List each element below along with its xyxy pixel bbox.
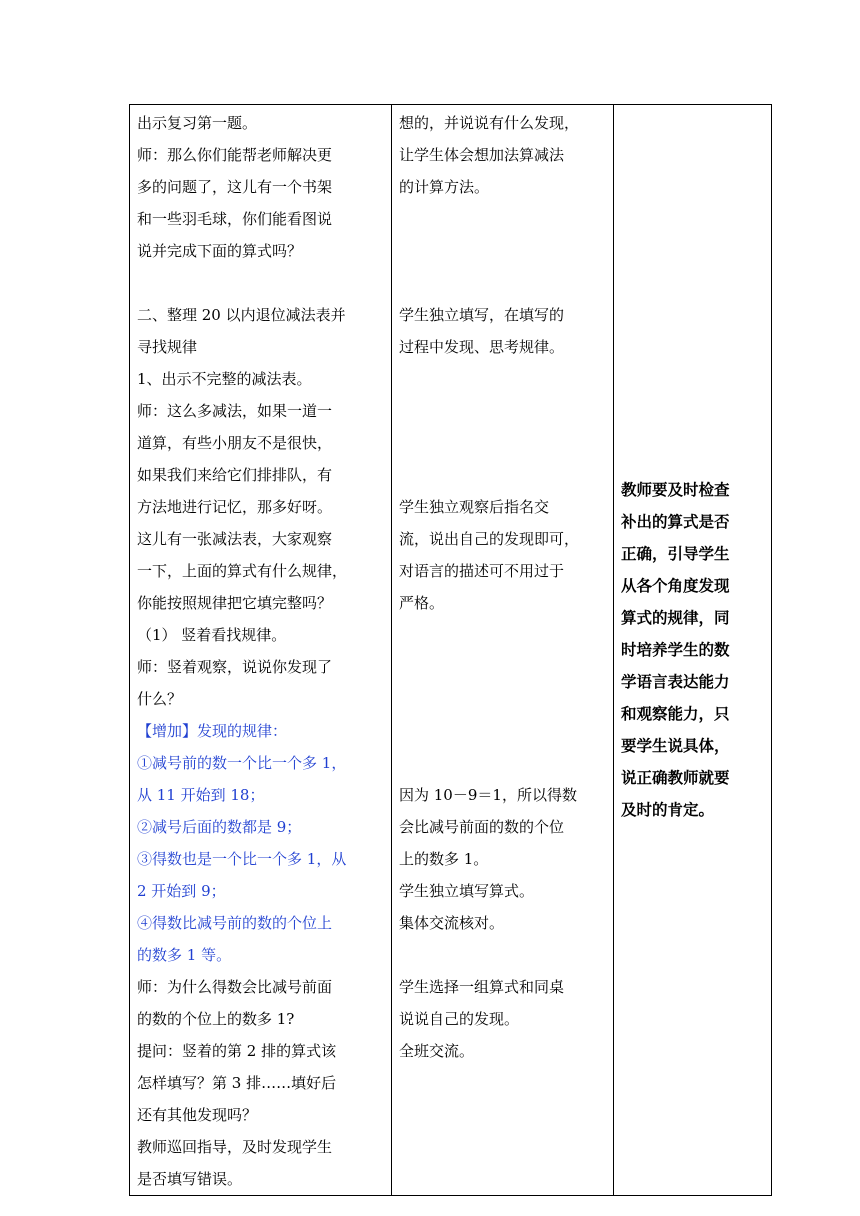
text-line: 方法地进行记忆，那多好呀。	[137, 498, 333, 516]
text-line: 多的问题了，这儿有一个书架	[137, 178, 333, 196]
text-line: 说并完成下面的算式吗？	[137, 242, 303, 260]
section-heading: 寻找规律	[137, 338, 198, 356]
note-line: 从各个角度发现	[621, 577, 730, 595]
add-tag: 【增加】	[137, 722, 198, 740]
text-line: 想的，并说说有什么发现，	[399, 114, 580, 132]
rule-line: 从 11 开始到 18；	[137, 786, 265, 804]
text-line: 学生独立观察后指名交	[399, 498, 550, 516]
note-line: 学语言表达能力	[621, 673, 730, 691]
text-line: 集体交流核对。	[399, 914, 505, 932]
text-line: 一下，上面的算式有什么规律，	[137, 562, 348, 580]
text-line: 师：那么你们能帮老师解决更	[137, 146, 333, 164]
text-line: 师：竖着观察，说说你发现了	[137, 658, 333, 676]
text-line: 过程中发现、思考规律。	[399, 338, 565, 356]
text-line: 怎样填写？第 3 排……填好后	[137, 1074, 337, 1092]
rule-line: ④得数比减号前的数的个位上	[137, 914, 333, 932]
blank-line	[399, 459, 606, 491]
text-line: 什么？	[137, 690, 183, 708]
text-line: （1） 竖着看找规律。	[137, 626, 287, 644]
blank-line	[399, 651, 606, 683]
teaching-note	[621, 474, 764, 826]
blank-line	[399, 715, 606, 747]
text-line: 道算，有些小朋友不是很快，	[137, 434, 333, 452]
note-line: 说正确教师就要	[621, 769, 730, 787]
student-activity-cell	[392, 105, 614, 1196]
blank-line	[399, 395, 606, 427]
add-title: 发现的规律：	[197, 722, 288, 740]
rule-line: ①减号前的数一个比一个多 1，	[137, 754, 347, 772]
rule-line: ③得数也是一个比一个多 1，从	[137, 850, 347, 868]
blank-line	[399, 747, 606, 779]
text-line: 说说自己的发现。	[399, 1010, 520, 1028]
text-line: 上的数多 1。	[399, 850, 489, 868]
text-line: 严格。	[399, 594, 445, 612]
note-line: 算式的规律，同	[621, 609, 730, 627]
text-line: 全班交流。	[399, 1042, 475, 1060]
text-line: 如果我们来给它们排排队，有	[137, 466, 333, 484]
note-line: 和观察能力，只	[621, 705, 730, 723]
teacher-activity-cell	[130, 105, 392, 1196]
note-line: 及时的肯定。	[621, 801, 715, 819]
text-line: 师：为什么得数会比减号前面	[137, 978, 333, 996]
text-line: 教师巡回指导，及时发现学生	[137, 1138, 333, 1156]
text-line: 1、出示不完整的减法表。	[137, 370, 312, 388]
blank-line	[399, 939, 606, 971]
text-line: 的数的个位上的数多 1?	[137, 1010, 295, 1028]
blank-line	[399, 619, 606, 651]
text-line: 还有其他发现吗？	[137, 1106, 258, 1124]
blank-line	[137, 267, 384, 299]
rule-line: 的数多 1 等。	[137, 946, 232, 964]
text-line: 学生独立填写算式。	[399, 882, 535, 900]
note-line: 要学生说具体，	[621, 737, 730, 755]
text-line: 学生选择一组算式和同桌	[399, 978, 565, 996]
blank-line	[399, 203, 606, 235]
text-line: 出示复习第一题。	[137, 114, 258, 132]
text-line: 学生独立填写，在填写的	[399, 306, 565, 324]
note-line: 正确，引导学生	[621, 545, 730, 563]
text-line: 因为 10－9＝1，所以得数	[399, 786, 577, 804]
note-line: 补出的算式是否	[621, 513, 730, 531]
text-line: 这儿有一张减法表，大家观察	[137, 530, 333, 548]
text-line: 让学生体会想加法算减法	[399, 146, 565, 164]
text-line: 和一些羽毛球，你们能看图说	[137, 210, 333, 228]
text-line: 会比减号前面的数的个位	[399, 818, 565, 836]
blank-line	[399, 363, 606, 395]
blank-line	[399, 683, 606, 715]
rule-line: ②减号后面的数都是 9；	[137, 818, 302, 836]
table-row	[130, 105, 772, 1196]
teacher-notes-cell	[614, 105, 772, 1196]
text-line: 你能按照规律把它填完整吗？	[137, 594, 333, 612]
note-line: 时培养学生的数	[621, 641, 730, 659]
lesson-plan-table	[129, 104, 772, 1196]
blank-line	[399, 267, 606, 299]
blank-line	[399, 427, 606, 459]
section-heading: 二、整理 20 以内退位减法表并	[137, 306, 346, 324]
text-line: 是否填写错误。	[137, 1170, 243, 1188]
added-rules-heading	[137, 715, 384, 747]
rule-line: 2 开始到 9；	[137, 882, 226, 900]
text-line: 提问：竖着的第 2 排的算式该	[137, 1042, 337, 1060]
text-line: 的计算方法。	[399, 178, 490, 196]
note-line: 教师要及时检查	[621, 481, 730, 499]
text-line: 流，说出自己的发现即可，	[399, 530, 580, 548]
text-line: 对语言的描述可不用过于	[399, 562, 565, 580]
blank-line	[399, 235, 606, 267]
text-line: 师：这么多减法，如果一道一	[137, 402, 333, 420]
